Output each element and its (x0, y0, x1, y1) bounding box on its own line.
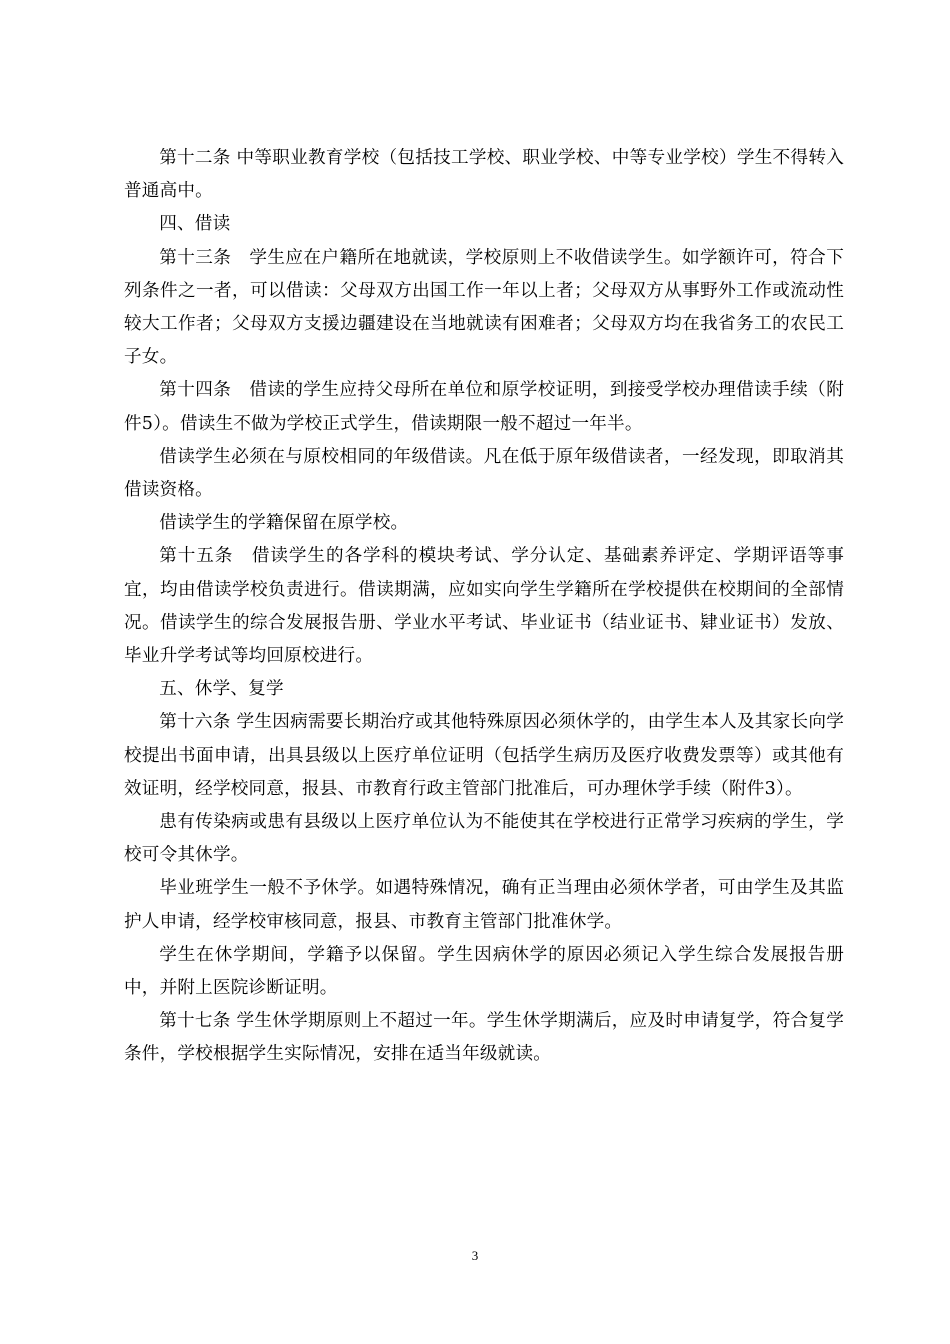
document-body (124, 142, 844, 1072)
paragraph-article-12: 第十二条 中等职业教育学校（包括技工学校、职业学校、中等专业学校）学生不得转入普通高中。 (124, 148, 844, 202)
paragraph-graduating-class: 毕业班学生一般不予休学。如遇特殊情况，确有正当理由必须休学者，可由学生及其监护人申请，经学校审核同意，报县、市教育主管部门批准休学。 (124, 878, 844, 932)
paragraph-status-retention: 学生在休学期间，学籍予以保留。学生因病休学的原因必须记入学生综合发展报告册中，并附上医院诊断证明。 (124, 944, 844, 999)
paragraph-infectious-disease: 患有传染病或患有县级以上医疗单位认为不能使其在学校进行正常学习疾病的学生，学校可令其休学。 (124, 812, 844, 866)
paragraph-borrowing-status: 借读学生的学籍保留在原学校。 (159, 513, 409, 534)
paragraph-article-16: 第十六条 学生因病需要长期治疗或其他特殊原因必须休学的，由学生本人及其家长向学校提出书面申请，出具县级以上医疗单位证明（包括学生病历及医疗收费发票等）或其他有效证明，经学校同意，报县、市教育行政主管部门批准后，可办理休学手续（附件3）。 (124, 712, 844, 799)
paragraph-borrowing-grade: 借读学生必须在与原校相同的年级借读。凡在低于原年级借读者，一经发现，即取消其借读资格。 (124, 446, 844, 501)
paragraph-article-13: 第十三条 学生应在户籍所在地就读，学校原则上不收借读学生。如学额许可，符合下列条件之一者，可以借读：父母双方出国工作一年以上者；父母双方从事野外工作或流动性较大工作者；父母双方支援边疆建设在当地就读有困难者；父母双方均在我省务工的农民工子女。 (124, 247, 844, 368)
paragraph-article-15: 第十五条 借读学生的各学科的模块考试、学分认定、基础素养评定、学期评语等事宜，均由借读学校负责进行。借读期满，应如实向学生学籍所在学校提供在校期间的全部情况。借读学生的综合发展报告册、学业水平考试、毕业证书（结业证书、肄业证书）发放、毕业升学考试等均回原校进行。 (124, 546, 844, 667)
paragraph-article-17: 第十七条 学生休学期原则上不超过一年。学生休学期满后，应及时申请复学，符合复学条件，学校根据学生实际情况，安排在适当年级就读。 (124, 1011, 844, 1065)
section-heading-borrowing: 四、借读 (159, 214, 231, 235)
page-number: 3 (471, 1248, 479, 1263)
paragraph-article-14: 第十四条 借读的学生应持父母所在单位和原学校证明，到接受学校办理借读手续（附件5）。借读生不做为学校正式学生，借读期限一般不超过一年半。 (124, 380, 844, 434)
section-heading-suspension: 五、休学、复学 (159, 679, 284, 700)
